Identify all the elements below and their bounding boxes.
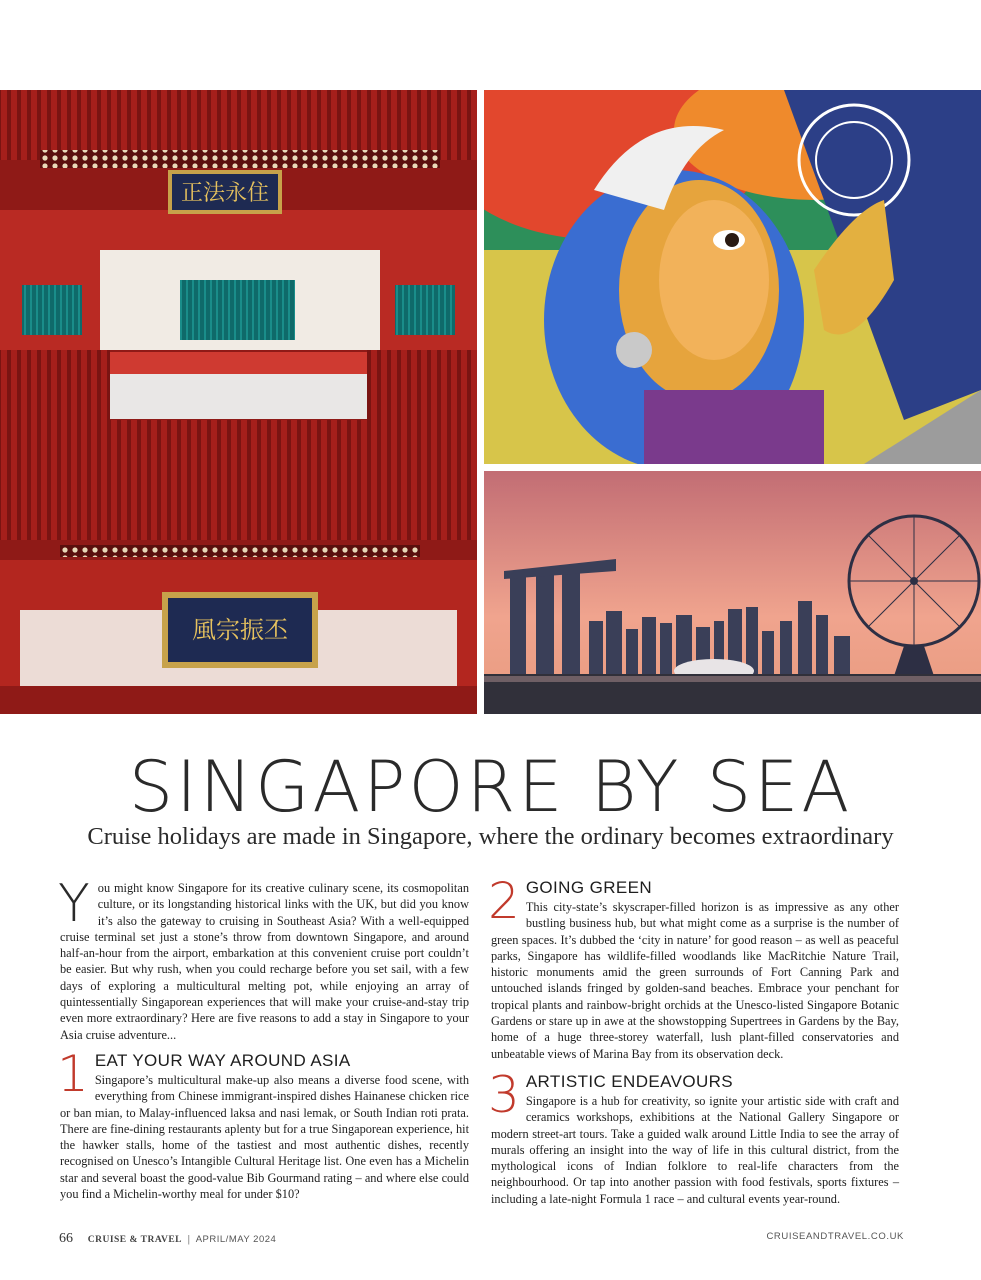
section-2 — [488, 872, 899, 1062]
section-title: GOING GREEN — [525, 878, 653, 897]
section-title: ARTISTIC ENDEAVOURS — [525, 1071, 734, 1091]
skyline-photo — [484, 471, 981, 714]
intro-dropcap: Y — [58, 874, 90, 934]
section-1 — [57, 1044, 469, 1202]
website-url[interactable]: CRUISEANDTRAVEL.CO.UK — [766, 1231, 904, 1242]
section-number: 2 — [488, 872, 520, 930]
intro-paragraph — [58, 874, 469, 1043]
footer-separator: | — [187, 1233, 190, 1245]
section-body: This city-state’s skyscraper-filled horizon is as impressive as any other bustling business hub, but what might come as a surprise is the number of green spaces. It’s dubbed the ‘city in nature’ for good reason – as well as peaceful parks, Singapore has wildlife-filled woodlands like MacRitchie Nature Trail, historic monuments amid the green surrounds of Fort Canning Park and untouched islands fringed by golden-sand beaches. Embrace your penchant for tropical plants and rainbow-bright orchids at the Unesco-listed Singapore Botanic Gardens or stare up in awe at the showstopping Supertrees in Gardens by the Bay, home of a huge three-storey waterfall, lush plant-filled conservatories and unbeatable views of Marina Bay from its observation deck. — [491, 900, 899, 1061]
temple-photo — [0, 90, 477, 714]
right-column — [488, 872, 899, 1207]
section-number: 1 — [57, 1044, 89, 1103]
section-body: Singapore is a hub for creativity, so ignite your artistic side with craft and ceramics workshops, exhibitions at the National Gallery Singapore or modern street-art tours. Take a guided walk around Little India to see the array of murals offering an insight into the way of life in this cultural district, from the mythological icons of Indian folklore to real-life characters from the neighbourhood. Or tap into another passion with food festivals, sports fixtures – including a late-night Formula 1 race – and cultural events year-round. — [491, 1093, 899, 1206]
left-column — [57, 874, 469, 1202]
section-3 — [488, 1065, 899, 1207]
section-title: EAT YOUR WAY AROUND ASIA — [94, 1050, 351, 1070]
issue-date: APRIL/MAY 2024 — [195, 1234, 277, 1245]
section-number: 3 — [488, 1065, 520, 1124]
magazine-name: CRUISE & TRAVEL — [87, 1235, 183, 1245]
footer-left — [59, 1231, 276, 1247]
temple-sign-top: 正法永住 — [180, 181, 270, 206]
section-body: Singapore’s multicultural make-up also means a diverse food scene, with everything from Chinese immigrant-inspired dishes Hainanese chicken rice or ban mian, to Malay-influenced laksa and nasi lemak, or South Indian roti prata. There are fine-dining restaurants aplenty but for a true Singaporean experience, hit the hawker stalls, home of the tastiest and most authentic dishes, recently recognised on Unesco’s Intangible Cultural Heritage list. One even has a Michelin star and several boast the good-value Bib Gourmand rating – and where else could you find a Michelin-worthy meal for under $10? — [60, 1072, 469, 1202]
temple-sign-bottom: 風宗振丕 — [192, 616, 288, 644]
headline: SINGAPORE BY SEA — [128, 746, 853, 828]
standfirst: Cruise holidays are made in Singapore, where the ordinary becomes extraordinary — [87, 823, 894, 850]
page-number: 66 — [59, 1231, 73, 1246]
mural-photo — [484, 90, 981, 464]
intro-text: ou might know Singapore for its creative culinary scene, its cosmopolitan culture, or its longstanding historical links with the UK, but did you know it’s also the gateway to cruising in Southeast Asia? With a well-equipped cruise terminal set just a stone’s throw from downtown Singapore, and around half-an-hour from the airport, embarkation at this convenient cruise port couldn’t be easier. But why rush, when you could recharge before you set sail, with a few days of exploring a multicultural melting pot, while enjoying an array of quintessentially Singaporean experiences that will make your cruise-and-stay trip even more extraordinary? Here are five reasons to add a stay in Singapore to your Asia cruise adventure... — [60, 881, 469, 1042]
